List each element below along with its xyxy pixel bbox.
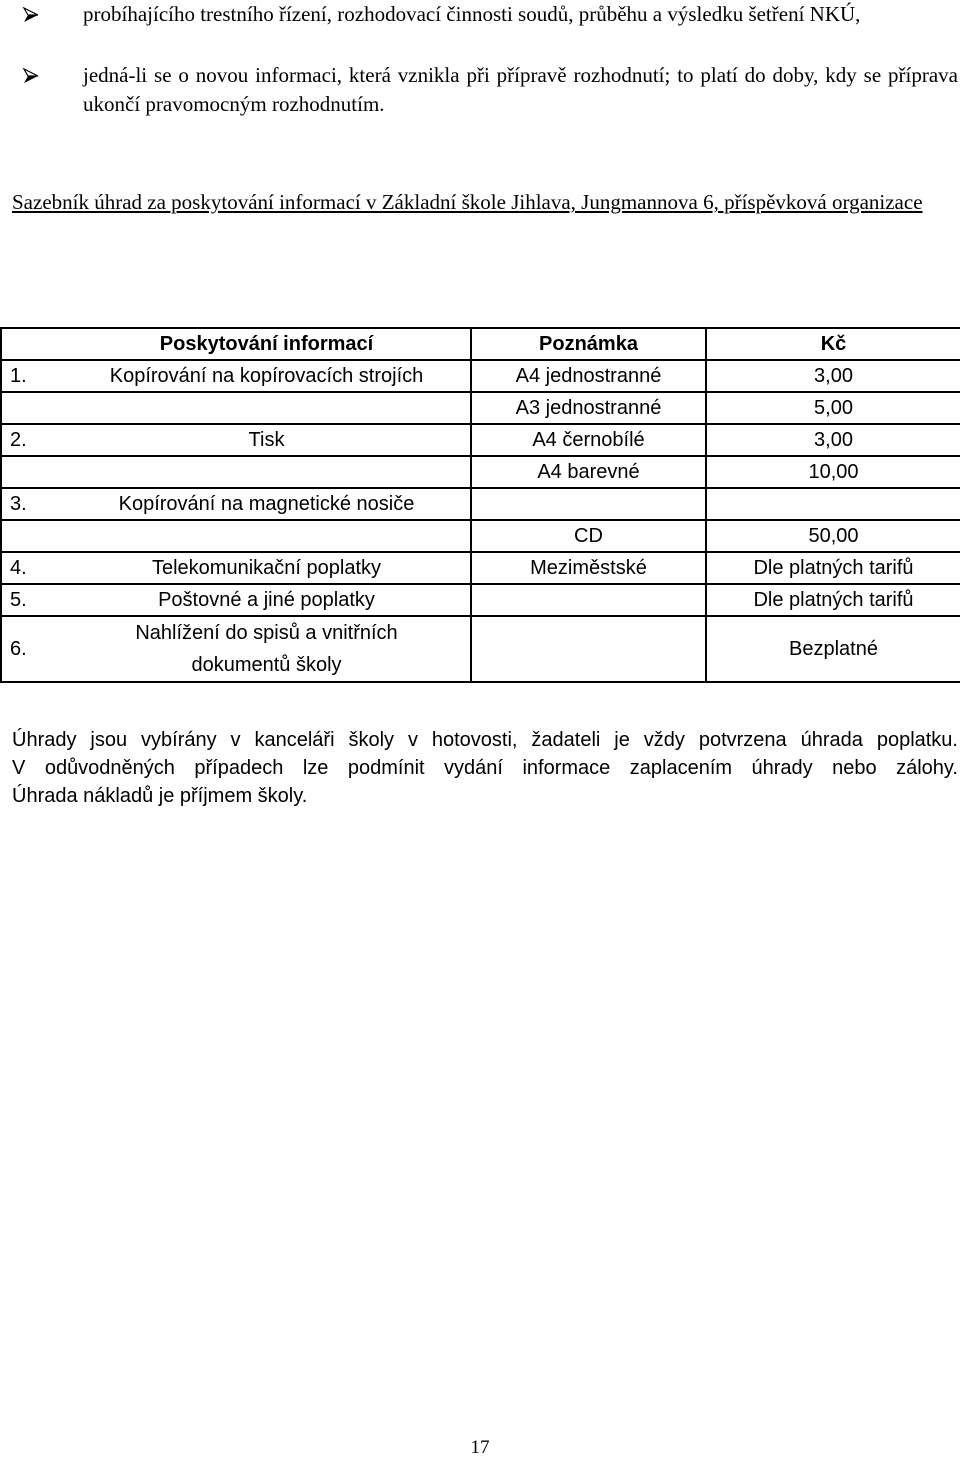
table-row [1,424,960,456]
paragraph-line: Úhrada nákladů je příjmem školy. [12,785,308,807]
table-row [1,584,960,616]
cell-price: Dle platných tarifů [706,584,960,616]
cell-service-line: Nahlížení do spisů a vnitřních [135,622,398,644]
closing-paragraph [12,726,958,810]
cell-service [63,616,471,682]
cell-num [1,392,63,424]
cell-service [63,392,471,424]
table-row [1,520,960,552]
cell-note: CD [471,520,706,552]
cell-num: 5. [1,584,63,616]
table-row [1,392,960,424]
table-row [1,488,960,520]
section-heading: Sazebník úhrad za poskytování informací v Základní škole Jihlava, Jungmannova 6, příspěvková organizace [12,190,923,214]
cell-price: 10,00 [706,456,960,488]
cell-price: 3,00 [706,424,960,456]
cell-note: A4 černobílé [471,424,706,456]
table-row [1,616,960,682]
cell-num: 6. [1,616,63,682]
cell-service: Kopírování na magnetické nosiče [63,488,471,520]
cell-note [471,488,706,520]
arrowhead-bullet-icon [22,6,40,24]
cell-price [706,488,960,520]
cell-price: 3,00 [706,360,960,392]
page-number: 17 [470,1437,490,1458]
header-service: Poskytování informací [63,328,471,360]
cell-price: 5,00 [706,392,960,424]
cell-note: Meziměstské [471,552,706,584]
header-num [1,328,63,360]
cell-price: Bezplatné [706,616,960,682]
cell-num: 1. [1,360,63,392]
cell-note: A4 jednostranné [471,360,706,392]
header-price: Kč [706,328,960,360]
table-row [1,456,960,488]
cell-num: 3. [1,488,63,520]
fee-table [0,327,960,683]
paragraph-line: V odůvodněných případech lze podmínit vydání informace zaplacením úhrady nebo zálohy. [12,757,958,779]
header-note: Poznámka [471,328,706,360]
cell-service: Telekomunikační poplatky [63,552,471,584]
table-header-row [1,328,960,360]
cell-note [471,584,706,616]
cell-service [63,456,471,488]
cell-num: 4. [1,552,63,584]
table-row [1,552,960,584]
cell-note [471,616,706,682]
cell-service: Poštovné a jiné poplatky [63,584,471,616]
cell-price: Dle platných tarifů [706,552,960,584]
cell-service: Tisk [63,424,471,456]
cell-note: A3 jednostranné [471,392,706,424]
paragraph-line: Úhrady jsou vybírány v kanceláři školy v hotovosti, žadateli je vždy potvrzena úhrada poplatku. [12,729,958,751]
cell-num [1,456,63,488]
bullet-text: probíhajícího trestního řízení, rozhodovací činnosti soudů, průběhu a výsledku šetření NKÚ, [83,2,861,26]
cell-service: Kopírování na kopírovacích strojích [63,360,471,392]
cell-num [1,520,63,552]
cell-note: A4 barevné [471,456,706,488]
cell-service-line: dokumentů školy [191,654,342,676]
bullet-text: jedná-li se o novou informaci, která vznikla při přípravě rozhodnutí; to platí do doby, kdy se příprava ukončí pravomocným rozhodnutím. [83,63,958,116]
table-row [1,360,960,392]
arrowhead-bullet-icon [22,67,40,85]
cell-service [63,520,471,552]
cell-price: 50,00 [706,520,960,552]
cell-num: 2. [1,424,63,456]
